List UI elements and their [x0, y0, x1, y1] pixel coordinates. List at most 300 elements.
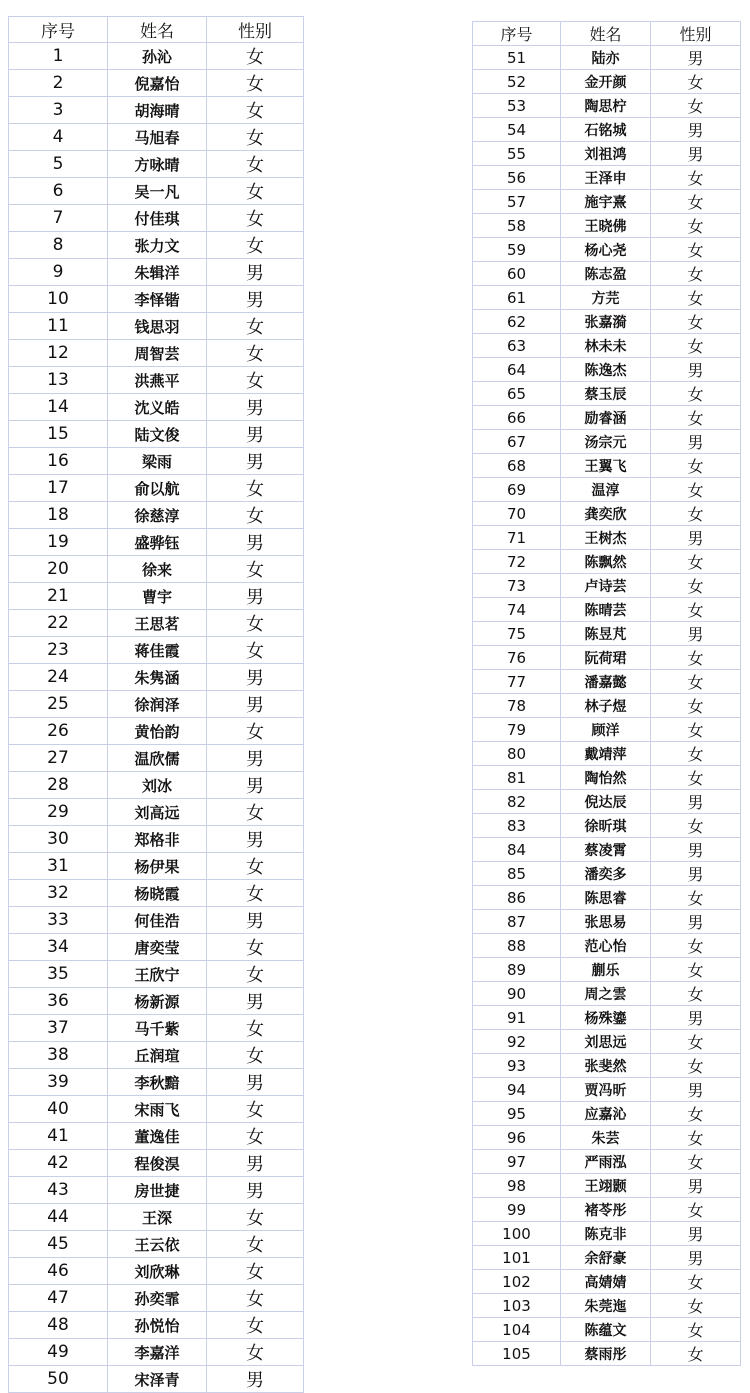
cell-gender: 男 — [207, 664, 304, 691]
cell-index: 63 — [473, 334, 561, 358]
table-row — [473, 118, 741, 142]
cell-index: 79 — [473, 718, 561, 742]
cell-gender: 女 — [651, 1294, 741, 1318]
cell-gender: 男 — [651, 1222, 741, 1246]
table-row — [473, 454, 741, 478]
cell-name: 程俊淏 — [108, 1150, 207, 1177]
cell-index: 99 — [473, 1198, 561, 1222]
cell-index: 2 — [9, 70, 108, 97]
cell-name: 周智芸 — [108, 340, 207, 367]
cell-name: 蒋佳霞 — [108, 637, 207, 664]
cell-gender: 女 — [651, 670, 741, 694]
cell-gender: 女 — [651, 1342, 741, 1366]
cell-index: 74 — [473, 598, 561, 622]
table-row — [473, 1294, 741, 1318]
cell-name: 孙沁 — [108, 43, 207, 70]
cell-index: 37 — [9, 1015, 108, 1042]
table-row — [473, 310, 741, 334]
cell-index: 96 — [473, 1126, 561, 1150]
cell-gender: 男 — [207, 691, 304, 718]
table-row — [9, 448, 304, 475]
cell-index: 17 — [9, 475, 108, 502]
cell-name: 黄怡韵 — [108, 718, 207, 745]
table-row — [9, 394, 304, 421]
cell-gender: 女 — [651, 1030, 741, 1054]
cell-index: 21 — [9, 583, 108, 610]
cell-gender: 女 — [207, 1204, 304, 1231]
table-row — [473, 214, 741, 238]
cell-index: 54 — [473, 118, 561, 142]
header-gender: 性别 — [207, 17, 304, 43]
table-row — [9, 718, 304, 745]
table-row — [473, 406, 741, 430]
cell-gender: 男 — [207, 259, 304, 286]
cell-index: 6 — [9, 178, 108, 205]
cell-gender: 女 — [207, 313, 304, 340]
cell-index: 94 — [473, 1078, 561, 1102]
cell-gender: 男 — [651, 1246, 741, 1270]
cell-index: 51 — [473, 46, 561, 70]
cell-gender: 女 — [207, 1258, 304, 1285]
cell-name: 陈逸杰 — [561, 358, 651, 382]
cell-name: 张斐然 — [561, 1054, 651, 1078]
cell-name: 郑格非 — [108, 826, 207, 853]
cell-name: 杨新源 — [108, 988, 207, 1015]
cell-index: 31 — [9, 853, 108, 880]
cell-gender: 女 — [207, 1096, 304, 1123]
cell-index: 89 — [473, 958, 561, 982]
cell-gender: 女 — [651, 934, 741, 958]
cell-gender: 男 — [651, 358, 741, 382]
table-row — [9, 1231, 304, 1258]
cell-name: 杨晓霞 — [108, 880, 207, 907]
cell-gender: 女 — [651, 238, 741, 262]
cell-gender: 女 — [207, 799, 304, 826]
table-row — [9, 1204, 304, 1231]
cell-gender: 女 — [207, 556, 304, 583]
table-row — [9, 664, 304, 691]
cell-gender: 女 — [651, 166, 741, 190]
cell-index: 66 — [473, 406, 561, 430]
cell-gender: 女 — [207, 367, 304, 394]
cell-name: 刘高远 — [108, 799, 207, 826]
table-row — [9, 583, 304, 610]
cell-name: 蒯乐 — [561, 958, 651, 982]
cell-gender: 女 — [651, 694, 741, 718]
table-row — [473, 526, 741, 550]
table-row — [473, 190, 741, 214]
cell-name: 蔡凌霄 — [561, 838, 651, 862]
table-row — [473, 1150, 741, 1174]
cell-gender: 女 — [651, 310, 741, 334]
table-row — [473, 238, 741, 262]
cell-gender: 女 — [651, 1270, 741, 1294]
table-row — [473, 358, 741, 382]
cell-name: 徐润泽 — [108, 691, 207, 718]
table-row — [9, 313, 304, 340]
cell-name: 沈义皓 — [108, 394, 207, 421]
cell-index: 75 — [473, 622, 561, 646]
cell-gender: 男 — [207, 988, 304, 1015]
table-row — [9, 961, 304, 988]
cell-index: 91 — [473, 1006, 561, 1030]
table-row — [9, 1258, 304, 1285]
table-row — [473, 934, 741, 958]
table-row — [473, 1246, 741, 1270]
header-index: 序号 — [473, 22, 561, 46]
cell-gender: 男 — [207, 1177, 304, 1204]
table-row — [9, 1366, 304, 1393]
cell-gender: 女 — [651, 478, 741, 502]
cell-gender: 女 — [207, 880, 304, 907]
cell-name: 王思茗 — [108, 610, 207, 637]
table-row — [9, 124, 304, 151]
cell-index: 49 — [9, 1339, 108, 1366]
cell-index: 101 — [473, 1246, 561, 1270]
cell-name: 俞以航 — [108, 475, 207, 502]
cell-index: 55 — [473, 142, 561, 166]
cell-name: 王翊颢 — [561, 1174, 651, 1198]
table-row — [473, 1198, 741, 1222]
cell-name: 盛骅钰 — [108, 529, 207, 556]
table-row — [9, 1339, 304, 1366]
cell-name: 刘祖鸿 — [561, 142, 651, 166]
cell-gender: 女 — [207, 934, 304, 961]
table-row — [9, 1042, 304, 1069]
cell-gender: 男 — [651, 1006, 741, 1030]
cell-gender: 女 — [651, 1150, 741, 1174]
cell-index: 40 — [9, 1096, 108, 1123]
cell-index: 27 — [9, 745, 108, 772]
table-row — [9, 1069, 304, 1096]
cell-name: 陈思睿 — [561, 886, 651, 910]
cell-gender: 女 — [651, 574, 741, 598]
cell-gender: 女 — [207, 97, 304, 124]
header-row — [9, 17, 304, 43]
table-row — [9, 529, 304, 556]
cell-gender: 女 — [651, 286, 741, 310]
cell-name: 吴一凡 — [108, 178, 207, 205]
table-row — [9, 745, 304, 772]
cell-gender: 男 — [207, 1069, 304, 1096]
table-row — [473, 742, 741, 766]
table-row — [473, 94, 741, 118]
cell-index: 4 — [9, 124, 108, 151]
table-row — [9, 475, 304, 502]
table-row — [473, 1318, 741, 1342]
table-row — [473, 430, 741, 454]
cell-gender: 男 — [651, 142, 741, 166]
cell-index: 42 — [9, 1150, 108, 1177]
table-row — [473, 1078, 741, 1102]
cell-gender: 女 — [651, 814, 741, 838]
table-row — [473, 1054, 741, 1078]
cell-name: 方芫 — [561, 286, 651, 310]
cell-gender: 女 — [207, 610, 304, 637]
table-row — [473, 46, 741, 70]
cell-index: 80 — [473, 742, 561, 766]
cell-index: 86 — [473, 886, 561, 910]
cell-index: 53 — [473, 94, 561, 118]
cell-index: 105 — [473, 1342, 561, 1366]
cell-gender: 男 — [651, 862, 741, 886]
cell-name: 余舒豪 — [561, 1246, 651, 1270]
cell-name: 董逸佳 — [108, 1123, 207, 1150]
table-row — [473, 142, 741, 166]
cell-name: 陈飘然 — [561, 550, 651, 574]
table-row — [473, 1126, 741, 1150]
cell-index: 83 — [473, 814, 561, 838]
cell-name: 励睿涵 — [561, 406, 651, 430]
cell-index: 60 — [473, 262, 561, 286]
cell-index: 43 — [9, 1177, 108, 1204]
cell-gender: 女 — [651, 886, 741, 910]
cell-name: 朱隽涵 — [108, 664, 207, 691]
header-name: 姓名 — [561, 22, 651, 46]
cell-gender: 女 — [207, 43, 304, 70]
cell-name: 王深 — [108, 1204, 207, 1231]
table-row — [9, 853, 304, 880]
cell-name: 刘欣琳 — [108, 1258, 207, 1285]
table-row — [9, 691, 304, 718]
cell-gender: 男 — [651, 910, 741, 934]
cell-index: 39 — [9, 1069, 108, 1096]
cell-name: 徐昕琪 — [561, 814, 651, 838]
cell-index: 12 — [9, 340, 108, 367]
table-row — [9, 367, 304, 394]
cell-name: 范心怡 — [561, 934, 651, 958]
cell-name: 陈晴芸 — [561, 598, 651, 622]
cell-gender: 女 — [651, 1198, 741, 1222]
cell-name: 宋泽青 — [108, 1366, 207, 1393]
cell-gender: 男 — [207, 394, 304, 421]
cell-index: 8 — [9, 232, 108, 259]
cell-name: 贾冯昕 — [561, 1078, 651, 1102]
cell-gender: 女 — [651, 982, 741, 1006]
cell-index: 84 — [473, 838, 561, 862]
cell-gender: 女 — [651, 1318, 741, 1342]
cell-index: 62 — [473, 310, 561, 334]
cell-name: 陈蕴文 — [561, 1318, 651, 1342]
cell-name: 孙奕霏 — [108, 1285, 207, 1312]
cell-index: 26 — [9, 718, 108, 745]
cell-name: 蔡玉辰 — [561, 382, 651, 406]
cell-index: 28 — [9, 772, 108, 799]
cell-index: 97 — [473, 1150, 561, 1174]
table-row — [9, 205, 304, 232]
cell-index: 58 — [473, 214, 561, 238]
cell-gender: 女 — [651, 1102, 741, 1126]
cell-name: 张嘉漪 — [561, 310, 651, 334]
cell-name: 陈克非 — [561, 1222, 651, 1246]
cell-name: 梁雨 — [108, 448, 207, 475]
table-row — [473, 166, 741, 190]
cell-index: 11 — [9, 313, 108, 340]
table-row — [473, 502, 741, 526]
cell-name: 李秋黯 — [108, 1069, 207, 1096]
cell-name: 杨心尧 — [561, 238, 651, 262]
cell-name: 陆亦 — [561, 46, 651, 70]
cell-name: 陈昱芃 — [561, 622, 651, 646]
cell-index: 46 — [9, 1258, 108, 1285]
cell-name: 张力文 — [108, 232, 207, 259]
cell-name: 杨伊果 — [108, 853, 207, 880]
cell-gender: 男 — [651, 790, 741, 814]
table-row — [9, 151, 304, 178]
cell-gender: 女 — [651, 766, 741, 790]
cell-gender: 男 — [207, 421, 304, 448]
table-row — [9, 880, 304, 907]
cell-name: 褚苓彤 — [561, 1198, 651, 1222]
cell-index: 102 — [473, 1270, 561, 1294]
cell-gender: 女 — [207, 637, 304, 664]
cell-index: 76 — [473, 646, 561, 670]
student-table-right — [472, 21, 741, 1366]
cell-name: 林未未 — [561, 334, 651, 358]
cell-gender: 男 — [651, 430, 741, 454]
cell-index: 1 — [9, 43, 108, 70]
cell-index: 33 — [9, 907, 108, 934]
cell-index: 10 — [9, 286, 108, 313]
cell-index: 9 — [9, 259, 108, 286]
table-row — [9, 70, 304, 97]
cell-index: 35 — [9, 961, 108, 988]
cell-name: 汤宗元 — [561, 430, 651, 454]
cell-name: 孙悦怡 — [108, 1312, 207, 1339]
cell-index: 72 — [473, 550, 561, 574]
cell-gender: 男 — [207, 907, 304, 934]
table-row — [9, 772, 304, 799]
cell-name: 马千紫 — [108, 1015, 207, 1042]
cell-name: 方咏晴 — [108, 151, 207, 178]
cell-name: 阮荷珺 — [561, 646, 651, 670]
table-row — [473, 478, 741, 502]
cell-index: 77 — [473, 670, 561, 694]
cell-gender: 女 — [651, 550, 741, 574]
table-row — [9, 286, 304, 313]
cell-gender: 女 — [651, 262, 741, 286]
cell-gender: 女 — [207, 718, 304, 745]
cell-index: 87 — [473, 910, 561, 934]
table-row — [9, 907, 304, 934]
cell-name: 徐慈淳 — [108, 502, 207, 529]
cell-name: 刘冰 — [108, 772, 207, 799]
table-row — [473, 886, 741, 910]
table-row — [473, 334, 741, 358]
cell-gender: 男 — [651, 1078, 741, 1102]
cell-index: 47 — [9, 1285, 108, 1312]
cell-index: 69 — [473, 478, 561, 502]
cell-index: 90 — [473, 982, 561, 1006]
cell-gender: 男 — [207, 826, 304, 853]
cell-gender: 女 — [207, 1285, 304, 1312]
cell-name: 王晓佛 — [561, 214, 651, 238]
cell-name: 丘润瑄 — [108, 1042, 207, 1069]
cell-gender: 女 — [207, 151, 304, 178]
cell-index: 68 — [473, 454, 561, 478]
cell-name: 潘奕多 — [561, 862, 651, 886]
cell-name: 陆文俊 — [108, 421, 207, 448]
table-row — [9, 1123, 304, 1150]
cell-name: 应嘉沁 — [561, 1102, 651, 1126]
cell-gender: 女 — [207, 1339, 304, 1366]
cell-name: 朱莞迤 — [561, 1294, 651, 1318]
cell-index: 64 — [473, 358, 561, 382]
cell-name: 宋雨飞 — [108, 1096, 207, 1123]
table-row — [9, 1285, 304, 1312]
table-row — [473, 1030, 741, 1054]
cell-name: 胡海晴 — [108, 97, 207, 124]
cell-name: 曹宇 — [108, 583, 207, 610]
cell-name: 何佳浩 — [108, 907, 207, 934]
table-row — [473, 70, 741, 94]
cell-index: 16 — [9, 448, 108, 475]
cell-name: 高婧婧 — [561, 1270, 651, 1294]
cell-gender: 女 — [207, 340, 304, 367]
header-row — [473, 22, 741, 46]
table-row — [9, 1177, 304, 1204]
cell-index: 41 — [9, 1123, 108, 1150]
cell-name: 顾洋 — [561, 718, 651, 742]
table-row — [9, 97, 304, 124]
cell-name: 陈志盈 — [561, 262, 651, 286]
table-row — [473, 670, 741, 694]
cell-name: 龚奕欣 — [561, 502, 651, 526]
table-row — [9, 799, 304, 826]
cell-gender: 女 — [651, 190, 741, 214]
cell-gender: 女 — [651, 958, 741, 982]
cell-index: 100 — [473, 1222, 561, 1246]
cell-gender: 女 — [651, 742, 741, 766]
cell-index: 59 — [473, 238, 561, 262]
cell-name: 卢诗芸 — [561, 574, 651, 598]
cell-name: 张思易 — [561, 910, 651, 934]
cell-name: 温欣儒 — [108, 745, 207, 772]
table-row — [9, 340, 304, 367]
table-row — [473, 1342, 741, 1366]
cell-index: 14 — [9, 394, 108, 421]
cell-index: 65 — [473, 382, 561, 406]
cell-name: 朱芸 — [561, 1126, 651, 1150]
cell-gender: 女 — [207, 853, 304, 880]
cell-index: 36 — [9, 988, 108, 1015]
cell-gender: 女 — [651, 1126, 741, 1150]
cell-name: 王翼飞 — [561, 454, 651, 478]
table-row — [9, 610, 304, 637]
cell-gender: 女 — [651, 382, 741, 406]
table-row — [9, 1096, 304, 1123]
cell-gender: 男 — [207, 1150, 304, 1177]
cell-gender: 女 — [207, 475, 304, 502]
cell-gender: 女 — [207, 502, 304, 529]
table-row — [9, 43, 304, 70]
table-row — [473, 790, 741, 814]
cell-index: 44 — [9, 1204, 108, 1231]
cell-gender: 女 — [207, 178, 304, 205]
cell-name: 蔡雨彤 — [561, 1342, 651, 1366]
table-row — [9, 1150, 304, 1177]
cell-gender: 女 — [651, 406, 741, 430]
cell-name: 李怿锴 — [108, 286, 207, 313]
cell-gender: 男 — [207, 1366, 304, 1393]
cell-gender: 男 — [651, 622, 741, 646]
cell-name: 钱思羽 — [108, 313, 207, 340]
cell-name: 付佳琪 — [108, 205, 207, 232]
cell-index: 34 — [9, 934, 108, 961]
table-row — [473, 982, 741, 1006]
cell-gender: 女 — [651, 214, 741, 238]
cell-index: 104 — [473, 1318, 561, 1342]
